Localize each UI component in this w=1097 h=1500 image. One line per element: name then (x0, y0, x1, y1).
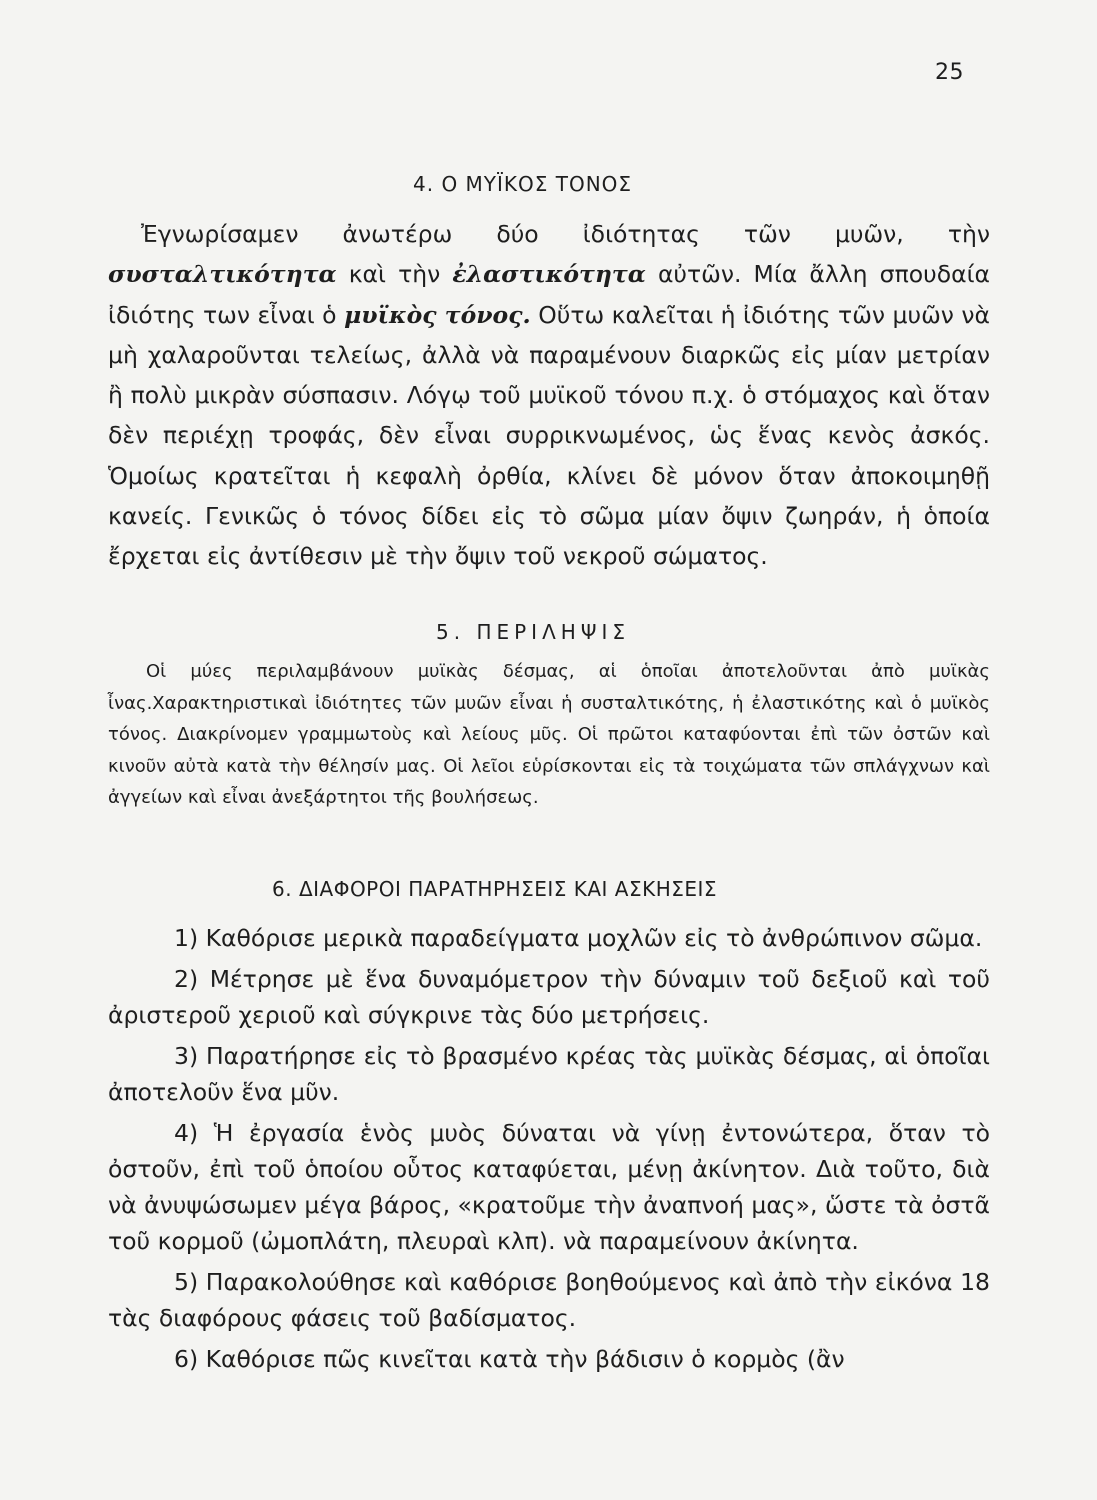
term-elasticity: ἐλαστικότητα (452, 260, 646, 289)
exercise-list (108, 920, 990, 1382)
page-number: 25 (935, 60, 964, 85)
exercise-item: 3) Παρατήρησε εἰς τὸ βρασμένο κρέας τὰς μυϊκὰς δέσμας, αἱ ὁποῖαι ἀποτελοῦν ἕνα μῦν. (108, 1042, 990, 1106)
exercise-item: 4) Ἡ ἐργασία ἑνὸς μυὸς δύναται νὰ γίνῃ ἐντονώτερα, ὅταν τὸ ὀστοῦν, ἐπὶ τοῦ ὁποίου οὗτος καταφύεται, μένῃ ἀκίνητον. Διὰ τοῦτο, διὰ νὰ ἀνυψώσωμεν μέγα βάρος, «κρατοῦμε τὴν ἀναπνοή μας», ὥστε τὰ ὀστᾶ τοῦ κορμοῦ (ὠμοπλάτη, πλευραὶ κλπ). νὰ παραμείνουν ἀκίνητα. (108, 1119, 990, 1255)
section-4-heading: 4. Ο ΜΥΪΚΟΣ ΤΟΝΟΣ (413, 172, 633, 196)
section-5-heading: 5. ΠΕΡΙΛΗΨΙΣ (436, 620, 631, 644)
text-a: Ἐγνωρίσαμεν ἀνωτέρω δύο ἰδιότητας τῶν μυῶν, τὴν (141, 220, 990, 248)
section-6-heading: 6. ΔΙΑΦΟΡΟΙ ΠΑΡΑΤΗΡΗΣΕΙΣ ΚΑΙ ΑΣΚΗΣΕΙΣ (272, 877, 718, 901)
section-4-paragraph (108, 214, 990, 577)
text-b: καὶ τὴν (336, 260, 453, 289)
summary-paragraph: Οἱ μύες περιλαμβάνουν μυϊκὰς δέσμας, αἱ ὁποῖαι ἀποτελοῦνται ἀπὸ μυϊκὰς ἶνας.Χαρακτηριστικαὶ ἰδιότητες τῶν μυῶν εἶναι ἡ συσταλτικότης, ἡ ἐλαστικότης καὶ ὁ μυϊκὸς τόνος. Διακρίνομεν γραμμωτοὺς καὶ λείους μῦς. Οἱ πρῶτοι καταφύονται ἐπὶ τῶν ὀστῶν καὶ κινοῦν αὐτὰ κατὰ τὴν θέλησίν μας. Οἱ λεῖοι εὑρίσκονται εἰς τὰ τοιχώματα τῶν σπλάγχνων καὶ ἀγγείων καὶ εἶναι ἀνεξάρτητοι τῆς βουλήσεως. (108, 661, 990, 808)
text-d: Οὕτω καλεῖται ἡ ἰδιότης τῶν μυῶν νὰ μὴ χαλαροῦνται τελείως, ἀλλὰ νὰ παραμένουν διαρκῶς εἰς μίαν μετρίαν ἢ πολὺ μικρὰν σύσπασιν. Λόγῳ τοῦ μυϊκοῦ τόνου π.χ. ὁ στόμαχος καὶ ὅταν δὲν περιέχῃ τροφάς, δὲν εἶναι συρρικνωμένος, ὡς ἕνας κενὸς ἀσκός. Ὁμοίως κρατεῖται ἡ κεφαλὴ ὀρθία, κλίνει δὲ μόνον ὅταν ἀποκοιμηθῇ κανείς. Γενικῶς ὁ τόνος δίδει εἰς τὸ σῶμα μίαν ὄψιν ζωηράν, ἡ ὁποία ἔρχεται εἰς ἀντίθεσιν μὲ τὴν ὄψιν τοῦ νεκροῦ σώματος. (108, 300, 990, 571)
exercise-item: 2) Μέτρησε μὲ ἕνα δυναμόμετρον τὴν δύναμιν τοῦ δεξιοῦ καὶ τοῦ ἀριστεροῦ χεριοῦ καὶ σύγκρινε τὰς δύο μετρήσεις. (108, 965, 990, 1029)
exercise-item: 1) Καθόρισε μερικὰ παραδείγματα μοχλῶν εἰς τὸ ἀνθρώπινον σῶμα. (174, 924, 983, 952)
exercise-item: 6) Καθόρισε πῶς κινεῖται κατὰ τὴν βάδισιν ὁ κορμὸς (ἂν (174, 1345, 845, 1373)
exercise-item: 5) Παρακολούθησε καὶ καθόρισε βοηθούμενος καὶ ἀπὸ τὴν εἰκόνα 18 τὰς διαφόρους φάσεις τοῦ βαδίσματος. (108, 1268, 990, 1332)
term-muscle-tone: μυϊκὸς τόνος. (344, 300, 531, 329)
term-contractility: συσταλτικότητα (108, 260, 337, 289)
text-c: αὐτῶν. Μία ἄλλη σπουδαία ἰδιότης των εἶναι ὁ (108, 260, 991, 329)
